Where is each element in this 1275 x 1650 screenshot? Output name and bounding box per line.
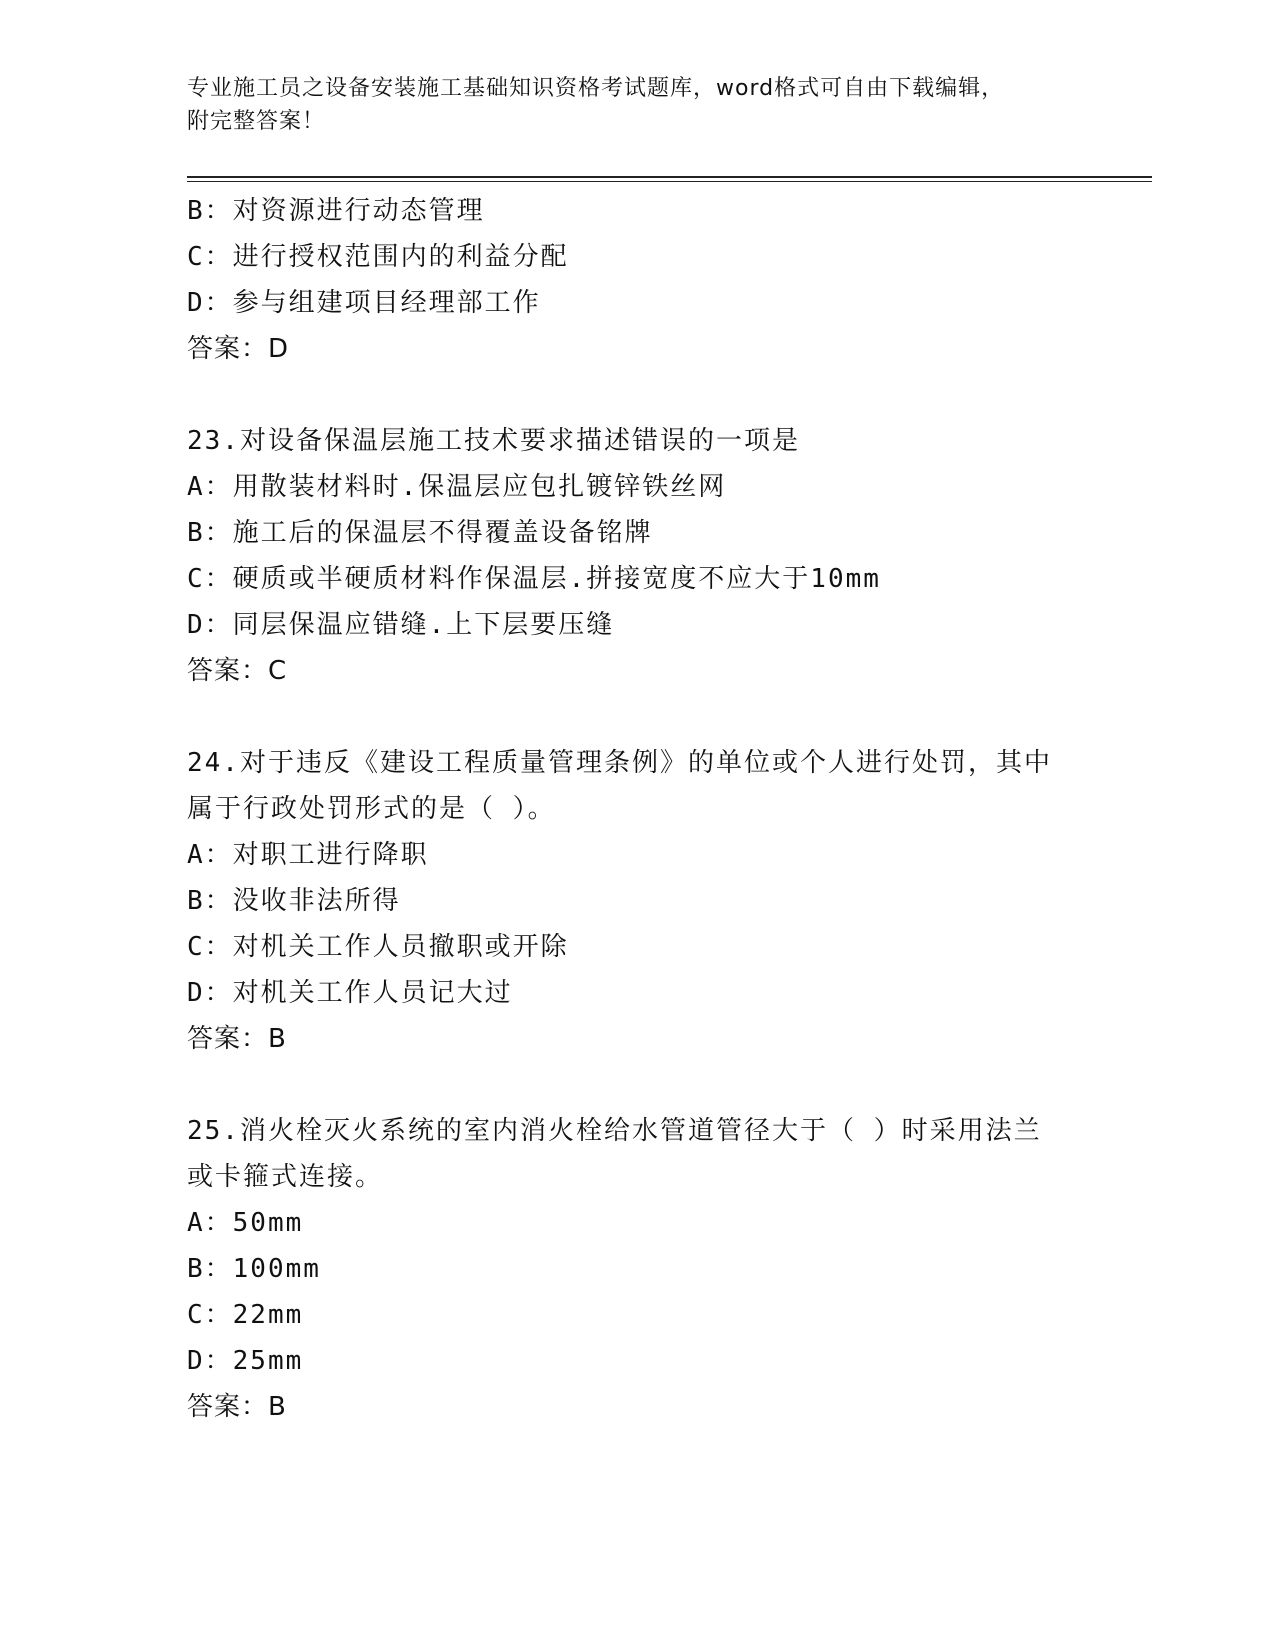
option-d: D：参与组建项目经理部工作 [187,288,541,318]
header-rule-thin [187,181,1152,182]
option-c: C：对机关工作人员撤职或开除 [187,932,569,962]
option-b: B：100mm [187,1254,321,1284]
answer: 答案：D [187,334,290,364]
header-rule-thick [187,176,1152,178]
option-b: B：对资源进行动态管理 [187,196,485,226]
option-d: D：同层保温应错缝.上下层要压缝 [187,610,615,640]
option-b: B：没收非法所得 [187,886,401,916]
question-22 [187,188,1087,372]
option-c: C：硬质或半硬质材料作保温层.拼接宽度不应大于10mm [187,564,881,594]
option-d: D：对机关工作人员记大过 [187,978,513,1008]
question-text: 24.对于违反《建设工程质量管理条例》的单位或个人进行处罚，其中 [187,748,1052,778]
question-text: 23.对设备保温层施工技术要求描述错误的一项是 [187,426,800,456]
option-a: A：对职工进行降职 [187,840,429,870]
question-list [187,188,1087,1430]
option-b: B：施工后的保温层不得覆盖设备铭牌 [187,518,653,548]
answer: 答案：B [187,1024,287,1054]
question-23 [187,418,1087,694]
header-line-2: 附完整答案！ [187,109,326,134]
option-a: A：用散装材料时.保温层应包扎镀锌铁丝网 [187,472,727,502]
spacer [187,372,1087,418]
question-text-continued: 或卡箍式连接。 [187,1162,384,1192]
answer: 答案：C [187,656,288,686]
question-24 [187,740,1087,1062]
answer: 答案：B [187,1392,287,1422]
question-text-continued: 属于行政处罚形式的是（ ）。 [187,794,556,824]
option-a: A：50mm [187,1208,304,1238]
document-header [187,72,1067,138]
option-c: C：进行授权范围内的利益分配 [187,242,569,272]
header-line-1: 专业施工员之设备安装施工基础知识资格考试题库，word格式可自由下载编辑， [187,76,1005,101]
spacer [187,694,1087,740]
option-c: C：22mm [187,1300,304,1330]
option-d: D：25mm [187,1346,304,1376]
spacer [187,1062,1087,1108]
question-25 [187,1108,1087,1430]
question-text: 25.消火栓灭火系统的室内消火栓给水管道管径大于（ ）时采用法兰 [187,1116,1042,1146]
